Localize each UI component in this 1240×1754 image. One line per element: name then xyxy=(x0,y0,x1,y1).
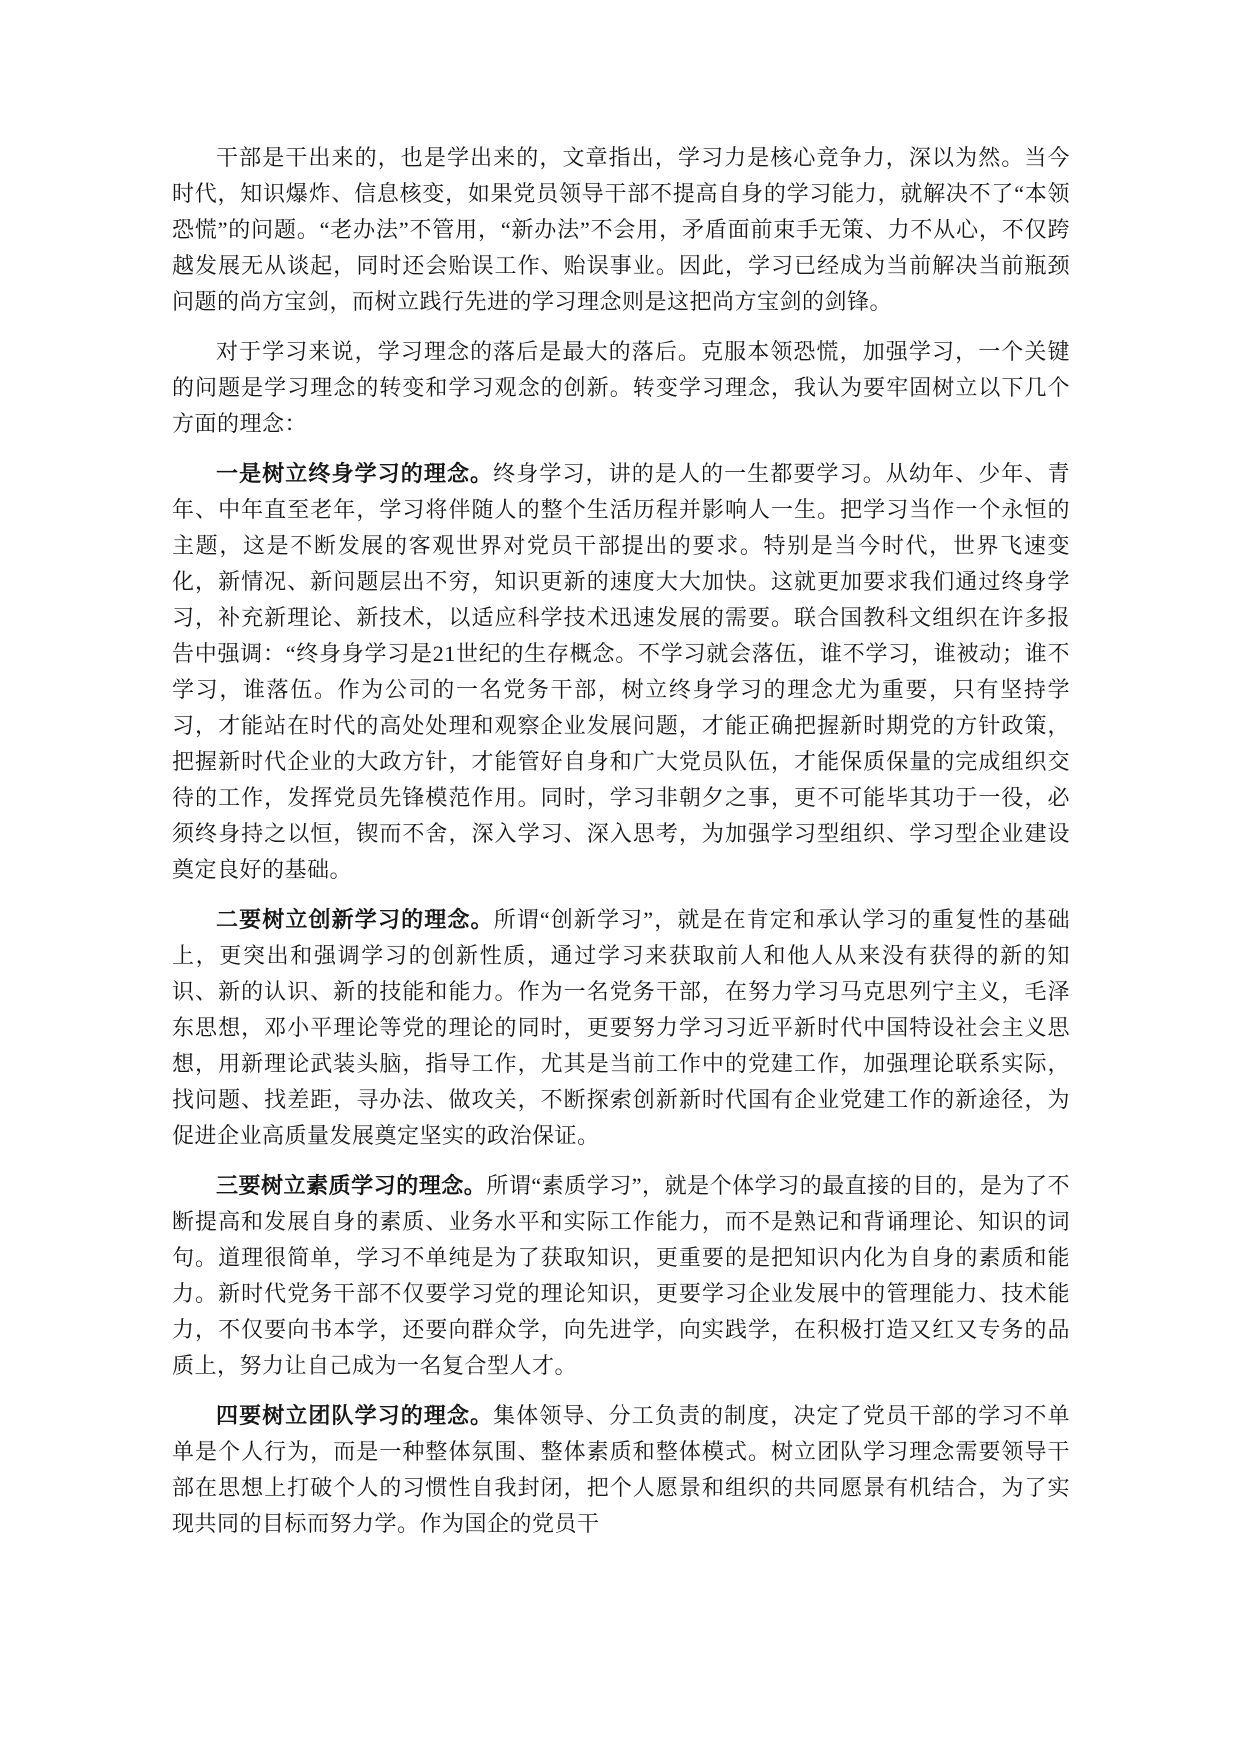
paragraph-point-4 xyxy=(172,1398,1070,1542)
paragraph-lead-bold: 四要树立团队学习的理念。 xyxy=(216,1403,494,1428)
paragraph-point-3 xyxy=(172,1168,1070,1384)
paragraph-text: 所谓“创新学习”，就是在肯定和承认学习的重复性的基础上，更突出和强调学习的创新性质，通过学习来获取前人和他人从来没有获得的新的知识、新的认识、新的技能和能力。作为一名党务干部，在努力学习马克思列宁主义，毛泽东思想，邓小平理论等党的理论的同时，更要努力学习习近平新时代中国特设社会主义思想，用新理论武装头脑，指导工作，尤其是当前工作中的党建工作，加强理论联系实际，找问题、找差距，寻办法、做攻关，不断探索创新新时代国有企业党建工作的新途径，为促进企业高质量发展奠定坚实的政治保证。 xyxy=(172,907,1070,1148)
paragraph-text: 对于学习来说，学习理念的落后是最大的落后。克服本领恐慌，加强学习，一个关键的问题是学习理念的转变和学习观念的创新。转变学习理念，我认为要牢固树立以下几个方面的理念： xyxy=(172,339,1070,436)
paragraph-text: 终身学习，讲的是人的一生都要学习。从幼年、少年、青年、中年直至老年，学习将伴随人的整个生活历程并影响人一生。把学习当作一个永恒的主题，这是不断发展的客观世界对党员干部提出的要求。特别是当今时代，世界飞速变化，新情况、新问题层出不穷，知识更新的速度大大加快。这就更加要求我们通过终身学习，补充新理论、新技术，以适应科学技术迅速发展的需要。联合国教科文组织在许多报告中强调：“终身身学习是21世纪的生存概念。不学习就会落伍，谁不学习，谁被动；谁不学习，谁落伍。作为公司的一名党务干部，树立终身学习的理念尤为重要，只有坚持学习，才能站在时代的高处处理和观察企业发展问题，才能正确把握新时期党的方针政策，把握新时代企业的大政方针，才能管好自身和广大党员队伍，才能保质保量的完成组织交待的工作，发挥党员先锋模范作用。同时，学习非朝夕之事，更不可能毕其功于一役，必须终身持之以恒，锲而不舍，深入学习、深入思考，为加强学习型组织、学习型企业建设奠定良好的基础。 xyxy=(172,461,1070,882)
paragraph-point-2 xyxy=(172,902,1070,1154)
paragraph-text: 所谓“素质学习”，就是个体学习的最直接的目的，是为了不断提高和发展自身的素质、业务水平和实际工作能力，而不是熟记和背诵理论、知识的词句。道理很简单，学习不单纯是为了获取知识，更重要的是把知识内化为自身的素质和能力。新时代党务干部不仅要学习党的理论知识，更要学习企业发展中的管理能力、技术能力，不仅要向书本学，还要向群众学，向先进学，向实践学，在积极打造又红又专务的品质上，努力让自己成为一名复合型人才。 xyxy=(172,1173,1070,1378)
document-body xyxy=(172,140,1070,1542)
paragraph-lead-bold: 一是树立终身学习的理念。 xyxy=(216,461,494,486)
paragraph-text: 干部是干出来的，也是学出来的，文章指出，学习力是核心竞争力，深以为然。当今时代，知识爆炸、信息核变，如果党员领导干部不提高自身的学习能力，就解决不了“本领恐慌”的问题。“老办法”不管用，“新办法”不会用，矛盾面前束手无策、力不从心，不仅跨越发展无从谈起，同时还会贻误工作、贻误事业。因此，学习已经成为当前解决当前瓶颈问题的尚方宝剑，而树立践行先进的学习理念则是这把尚方宝剑的剑锋。 xyxy=(172,145,1070,314)
paragraph-point-1 xyxy=(172,456,1070,888)
paragraph-lead-bold: 三要树立素质学习的理念。 xyxy=(216,1173,487,1198)
paragraph-lead-bold: 二要树立创新学习的理念。 xyxy=(216,907,494,932)
paragraph-intro xyxy=(172,140,1070,320)
paragraph-text: 集体领导、分工负责的制度，决定了党员干部的学习不单单是个人行为，而是一种整体氛围、整体素质和整体模式。树立团队学习理念需要领导干部在思想上打破个人的习惯性自我封闭，把个人愿景和组织的共同愿景有机结合，为了实现共同的目标而努力学。作为国企的党员干 xyxy=(172,1403,1070,1536)
paragraph-transition xyxy=(172,334,1070,442)
